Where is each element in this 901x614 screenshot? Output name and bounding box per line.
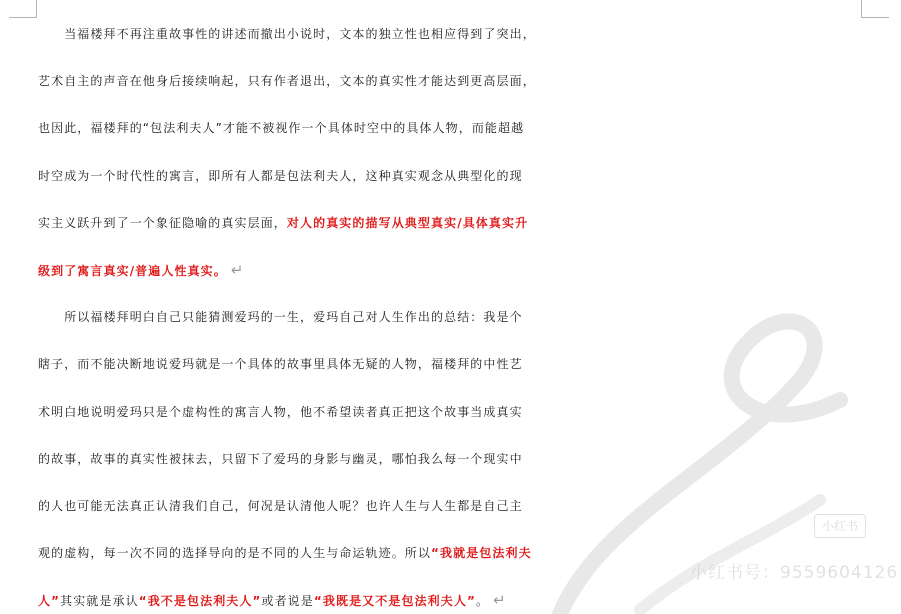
highlighted-text: “我既是又不是包法利夫人” — [313, 594, 476, 609]
highlighted-text: 级到了寓言真实/普遍人性真实。 — [38, 264, 227, 278]
text-line[interactable] — [0, 113, 901, 143]
watermark-badge: 小红书 — [814, 514, 866, 538]
text-line[interactable] — [0, 161, 901, 191]
highlighted-text: 人” — [38, 594, 61, 609]
body-text: 观的虚构，每一次不同的选择导向的是不同的人生与命运轨迹。所以 — [38, 546, 432, 561]
body-text: 的人也可能无法真正认清我们自己，何况是认清他人呢？也许人生与人生都是自己主 — [38, 499, 523, 513]
highlighted-text: 对人的真实的描写从典型真实/具体真实升 — [286, 215, 529, 230]
body-text: 或者说是 — [261, 594, 314, 609]
body-text: 其实就是承认 — [60, 594, 139, 609]
paragraph-mark-icon: ↵ — [493, 591, 507, 610]
text-line[interactable] — [0, 349, 901, 379]
paragraph-mark-icon: ↵ — [230, 261, 245, 279]
body-text: 时空成为一个时代性的寓言，即所有人都是包法利夫人，这种真实观念从典型化的现 — [38, 168, 523, 183]
body-text: 艺术自主的声音在他身后接续响起，只有作者退出，文本的真实性才能达到更高层面， — [38, 74, 536, 89]
highlighted-text: “我不是包法利夫人” — [138, 594, 262, 609]
top-right-margin-mark — [861, 0, 889, 18]
body-text: 也因此，福楼拜的“包法利夫人”才能不被视作一个具体时空中的具体人物，而能超越 — [38, 121, 525, 136]
body-text: 实主义跃升到了一个象征隐喻的真实层面， — [38, 215, 287, 230]
text-line[interactable] — [0, 585, 901, 614]
body-text: 瞎子，而不能决断地说爱玛就是一个具体的故事里具体无疑的人物，福楼拜的中性艺 — [38, 357, 523, 372]
text-line[interactable] — [0, 66, 901, 96]
watermark-text: 小红书号：9559604126 — [690, 563, 899, 583]
body-text: 的故事，故事的真实性被抹去，只留下了爱玛的身影与幽灵，哪怕我么每一个现实中 — [38, 451, 523, 466]
body-text: 术明白地说明爱玛只是个虚构性的寓言人物，他不希望读者真正把这个故事当成真实 — [38, 404, 523, 419]
text-line[interactable] — [0, 255, 901, 285]
text-line[interactable] — [0, 19, 901, 49]
text-line[interactable] — [0, 397, 901, 427]
text-line[interactable] — [0, 302, 901, 332]
top-left-margin-mark — [9, 0, 37, 18]
text-line[interactable] — [0, 491, 901, 521]
body-text: 。 — [475, 594, 490, 609]
text-line[interactable] — [0, 208, 901, 238]
highlighted-text: “我就是包法利夫 — [431, 546, 532, 561]
body-text: 当福楼拜不再注重故事性的讲述而撤出小说时，文本的独立性也相应得到了突出， — [38, 27, 536, 41]
text-line[interactable] — [0, 444, 901, 474]
body-text: 所以福楼拜明白自己只能猜测爱玛的一生，爱玛自己对人生作出的总结：我是个 — [38, 310, 523, 325]
